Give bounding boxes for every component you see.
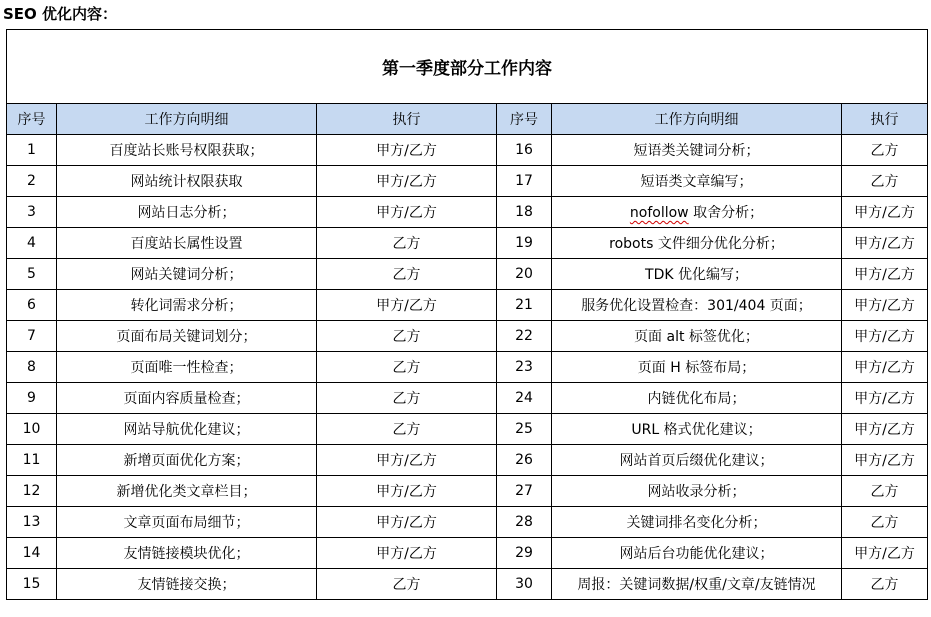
table-row — [7, 445, 928, 476]
exec-cell-right: 甲方/乙方 — [842, 414, 928, 445]
item-cell-left: 网站统计权限获取 — [57, 166, 317, 197]
item-cell-left: 转化词需求分析； — [57, 290, 317, 321]
table-title-row — [7, 30, 928, 104]
table-row — [7, 414, 928, 445]
header-exec-left: 执行 — [317, 104, 497, 135]
work-plan-table — [6, 29, 928, 600]
exec-cell-left: 乙方 — [317, 569, 497, 600]
table-row — [7, 290, 928, 321]
seq-cell-right: 22 — [497, 321, 552, 352]
item-cell-right: 网站收录分析； — [552, 476, 842, 507]
item-cell-left: 网站关键词分析； — [57, 259, 317, 290]
item-cell-right: 页面 alt 标签优化； — [552, 321, 842, 352]
item-cell-right: robots 文件细分优化分析； — [552, 228, 842, 259]
seq-cell-right: 24 — [497, 383, 552, 414]
exec-cell-left: 甲方/乙方 — [317, 166, 497, 197]
seq-cell-right: 19 — [497, 228, 552, 259]
header-exec-right: 执行 — [842, 104, 928, 135]
document-heading: SEO 优化内容： — [3, 5, 118, 23]
seq-cell-left: 5 — [7, 259, 57, 290]
table-row — [7, 166, 928, 197]
header-seq-right: 序号 — [497, 104, 552, 135]
item-cell-right: 内链优化布局； — [552, 383, 842, 414]
item-cell-right: TDK 优化编写； — [552, 259, 842, 290]
item-cell-right: 短语类关键词分析； — [552, 135, 842, 166]
seq-cell-right: 27 — [497, 476, 552, 507]
item-cell-left: 页面布局关键词划分； — [57, 321, 317, 352]
item-cell-right: URL 格式优化建议； — [552, 414, 842, 445]
header-seq-left: 序号 — [7, 104, 57, 135]
item-cell-left: 新增优化类文章栏目； — [57, 476, 317, 507]
table-row — [7, 197, 928, 228]
item-cell-left: 新增页面优化方案； — [57, 445, 317, 476]
table-row — [7, 259, 928, 290]
table-row — [7, 352, 928, 383]
seq-cell-left: 7 — [7, 321, 57, 352]
seq-cell-right: 18 — [497, 197, 552, 228]
seq-cell-left: 4 — [7, 228, 57, 259]
exec-cell-left: 乙方 — [317, 321, 497, 352]
item-cell-left: 百度站长属性设置 — [57, 228, 317, 259]
exec-cell-left: 甲方/乙方 — [317, 290, 497, 321]
seq-cell-left: 15 — [7, 569, 57, 600]
item-cell-right: 周报：关键词数据/权重/文章/友链情况 — [552, 569, 842, 600]
seq-cell-left: 6 — [7, 290, 57, 321]
item-cell-right: 关键词排名变化分析； — [552, 507, 842, 538]
table-row — [7, 321, 928, 352]
item-cell-left: 友情链接模块优化； — [57, 538, 317, 569]
seq-cell-left: 13 — [7, 507, 57, 538]
exec-cell-left: 乙方 — [317, 414, 497, 445]
seq-cell-right: 26 — [497, 445, 552, 476]
exec-cell-left: 甲方/乙方 — [317, 507, 497, 538]
item-cell-right: nofollow 取舍分析； — [552, 197, 842, 228]
item-cell-left: 网站日志分析； — [57, 197, 317, 228]
exec-cell-left: 乙方 — [317, 228, 497, 259]
table-row — [7, 383, 928, 414]
exec-cell-left: 乙方 — [317, 352, 497, 383]
table-header-row — [7, 104, 928, 135]
seq-cell-left: 2 — [7, 166, 57, 197]
item-cell-right: 网站后台功能优化建议； — [552, 538, 842, 569]
table-row — [7, 569, 928, 600]
exec-cell-right: 乙方 — [842, 166, 928, 197]
exec-cell-right: 乙方 — [842, 507, 928, 538]
table-row — [7, 507, 928, 538]
exec-cell-right: 甲方/乙方 — [842, 383, 928, 414]
exec-cell-right: 甲方/乙方 — [842, 538, 928, 569]
exec-cell-right: 甲方/乙方 — [842, 352, 928, 383]
exec-cell-right: 甲方/乙方 — [842, 445, 928, 476]
seq-cell-right: 16 — [497, 135, 552, 166]
exec-cell-left: 乙方 — [317, 259, 497, 290]
seq-cell-left: 1 — [7, 135, 57, 166]
header-item-right: 工作方向明细 — [552, 104, 842, 135]
item-cell-right: 短语类文章编写； — [552, 166, 842, 197]
seq-cell-left: 8 — [7, 352, 57, 383]
seq-cell-left: 10 — [7, 414, 57, 445]
exec-cell-right: 甲方/乙方 — [842, 228, 928, 259]
seq-cell-right: 29 — [497, 538, 552, 569]
exec-cell-right: 甲方/乙方 — [842, 197, 928, 228]
exec-cell-right: 乙方 — [842, 135, 928, 166]
table-row — [7, 228, 928, 259]
item-cell-right: 网站首页后缀优化建议； — [552, 445, 842, 476]
seq-cell-right: 30 — [497, 569, 552, 600]
exec-cell-left: 乙方 — [317, 383, 497, 414]
seq-cell-right: 25 — [497, 414, 552, 445]
seq-cell-right: 20 — [497, 259, 552, 290]
item-cell-left: 文章页面布局细节； — [57, 507, 317, 538]
table-row — [7, 538, 928, 569]
item-cell-left: 百度站长账号权限获取； — [57, 135, 317, 166]
seq-cell-left: 14 — [7, 538, 57, 569]
seq-cell-right: 21 — [497, 290, 552, 321]
exec-cell-left: 甲方/乙方 — [317, 197, 497, 228]
table-row — [7, 476, 928, 507]
seq-cell-right: 17 — [497, 166, 552, 197]
exec-cell-right: 甲方/乙方 — [842, 321, 928, 352]
seq-cell-left: 12 — [7, 476, 57, 507]
seq-cell-left: 9 — [7, 383, 57, 414]
item-cell-left: 网站导航优化建议； — [57, 414, 317, 445]
item-cell-left: 页面内容质量检查； — [57, 383, 317, 414]
exec-cell-right: 甲方/乙方 — [842, 259, 928, 290]
item-cell-left: 页面唯一性检查； — [57, 352, 317, 383]
table-title: 第一季度部分工作内容 — [7, 30, 928, 104]
exec-cell-right: 乙方 — [842, 569, 928, 600]
item-cell-left: 友情链接交换； — [57, 569, 317, 600]
seq-cell-right: 28 — [497, 507, 552, 538]
seq-cell-right: 23 — [497, 352, 552, 383]
exec-cell-right: 乙方 — [842, 476, 928, 507]
seq-cell-left: 3 — [7, 197, 57, 228]
exec-cell-right: 甲方/乙方 — [842, 290, 928, 321]
exec-cell-left: 甲方/乙方 — [317, 135, 497, 166]
item-cell-right: 页面 H 标签布局； — [552, 352, 842, 383]
table-row — [7, 135, 928, 166]
item-cell-right: 服务优化设置检查：301/404 页面； — [552, 290, 842, 321]
exec-cell-left: 甲方/乙方 — [317, 476, 497, 507]
exec-cell-left: 甲方/乙方 — [317, 538, 497, 569]
spellcheck-underline: nofollow — [629, 205, 689, 221]
exec-cell-left: 甲方/乙方 — [317, 445, 497, 476]
header-item-left: 工作方向明细 — [57, 104, 317, 135]
seq-cell-left: 11 — [7, 445, 57, 476]
